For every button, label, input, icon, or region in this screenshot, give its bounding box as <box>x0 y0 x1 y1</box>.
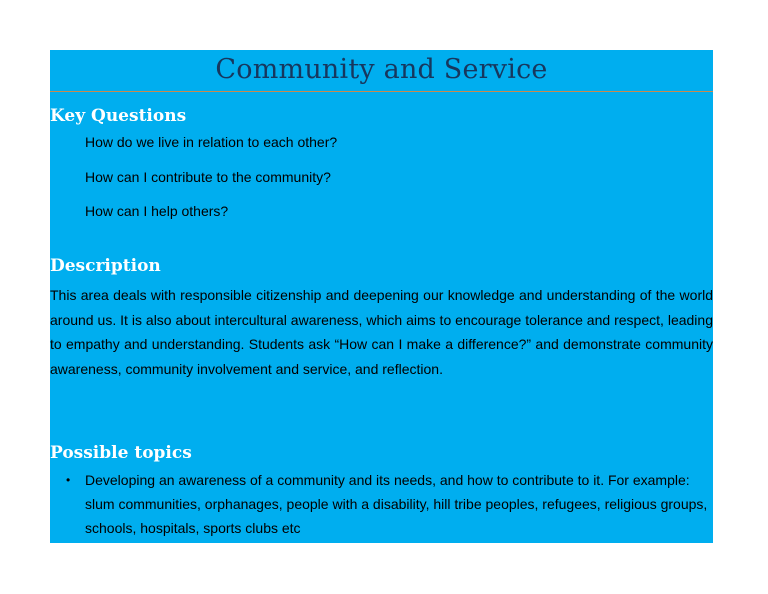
document-title: Community and Service <box>50 50 713 92</box>
bullet-icon: • <box>66 473 71 487</box>
key-question-1: How do we live in relation to each other? <box>85 134 338 150</box>
key-question-2: How can I contribute to the community? <box>85 169 331 185</box>
possible-topics-list <box>50 468 713 540</box>
list-item <box>50 468 713 540</box>
content-panel <box>50 50 713 543</box>
topic-text: Developing an awareness of a community and its needs, and how to contribute to it. For example: slum communities, orphanages, people with a disability, hill tribe peoples, refugees, religious groups, schools, hospitals, sports clubs etc <box>85 472 708 536</box>
key-questions-heading: Key Questions <box>50 106 187 126</box>
description-heading: Description <box>50 256 161 276</box>
key-question-3: How can I help others? <box>85 203 229 219</box>
possible-topics-heading: Possible topics <box>50 443 192 463</box>
description-paragraph: This area deals with responsible citizenship and deepening our knowledge and understanding of the world around us. It is also about intercultural awareness, which aims to encourage tolerance and respect, leading to empathy and understanding. Students ask “How can I make a difference?” and demonstrate community awareness, community involvement and service, and reflection. <box>50 287 713 377</box>
